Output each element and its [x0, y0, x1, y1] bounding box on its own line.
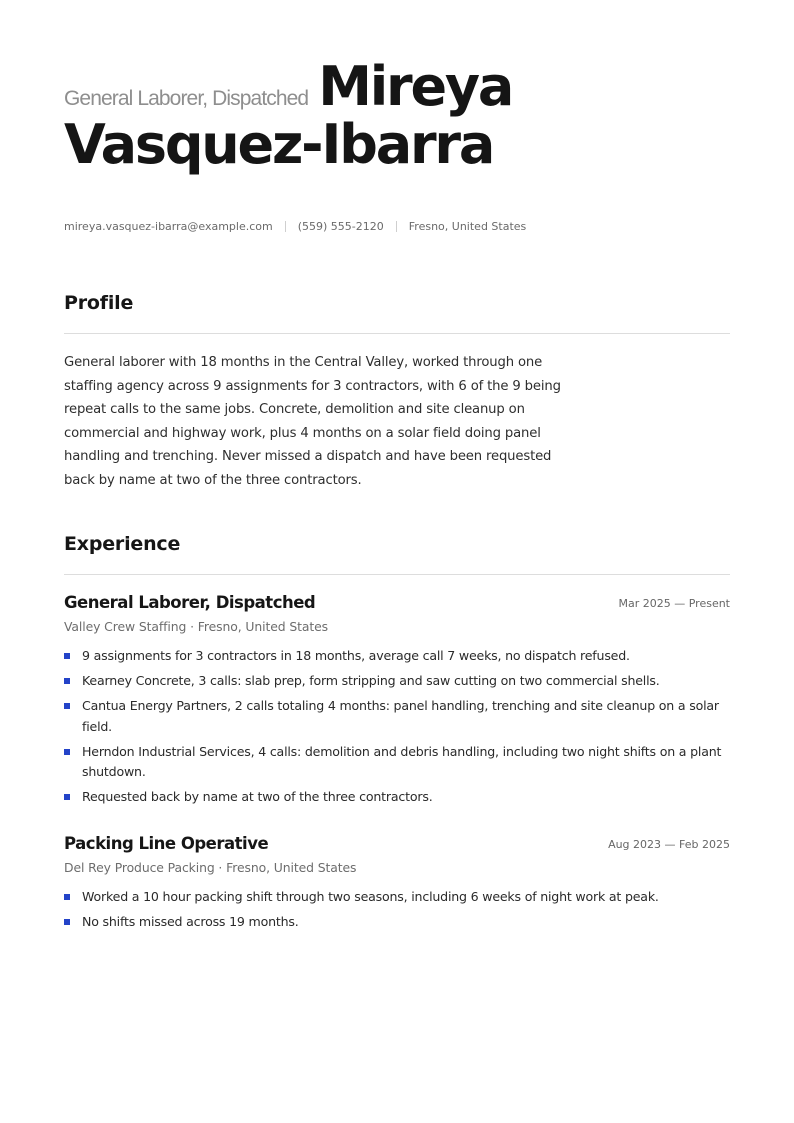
- bullet-square-icon: [64, 678, 70, 684]
- bullet-text: Cantua Energy Partners, 2 calls totaling 4 months: panel handling, trenching and site cleanup on a solar field.: [82, 698, 719, 734]
- experience-divider: [64, 574, 730, 575]
- bullet-item: [64, 742, 730, 783]
- contact-phone[interactable]: (559) 555-2120: [297, 220, 384, 233]
- entry-header: [64, 593, 730, 617]
- bullet-text: Kearney Concrete, 3 calls: slab prep, form stripping and saw cutting on two commercial shells.: [82, 673, 660, 688]
- bullet-item: [64, 887, 730, 908]
- experience-heading: Experience: [64, 533, 181, 555]
- bullet-square-icon: [64, 653, 70, 659]
- contact-line: [64, 220, 526, 233]
- contact-location: Fresno, United States: [408, 220, 527, 233]
- entry-dates: Mar 2025 — Present: [618, 597, 730, 610]
- experience-entry: [64, 834, 730, 937]
- bullet-text: Worked a 10 hour packing shift through two seasons, including 6 weeks of night work at peak.: [82, 889, 659, 904]
- entry-bullets: [64, 646, 730, 808]
- job-title: General Laborer, Dispatched: [64, 87, 309, 110]
- entry-company: Valley Crew Staffing · Fresno, United States: [64, 619, 329, 634]
- bullet-item: [64, 646, 730, 667]
- bullet-item: [64, 787, 730, 808]
- bullet-text: Requested back by name at two of the three contractors.: [82, 789, 433, 804]
- entry-bullets: [64, 887, 730, 933]
- bullet-text: 9 assignments for 3 contractors in 18 months, average call 7 weeks, no dispatch refused.: [82, 648, 630, 663]
- entry-dates: Aug 2023 — Feb 2025: [608, 838, 730, 851]
- bullet-square-icon: [64, 894, 70, 900]
- bullet-item: [64, 671, 730, 692]
- name-line: [64, 55, 624, 176]
- entry-company: Del Rey Produce Packing · Fresno, United States: [64, 860, 357, 875]
- entry-header: [64, 834, 730, 858]
- bullet-text: No shifts missed across 19 months.: [82, 914, 299, 929]
- bullet-square-icon: [64, 749, 70, 755]
- bullet-text: Herndon Industrial Services, 4 calls: demolition and debris handling, including two night shifts on a plant shutdown.: [82, 743, 722, 779]
- bullet-square-icon: [64, 703, 70, 709]
- last-name: Vasquez-Ibarra: [64, 113, 494, 176]
- entry-role: General Laborer, Dispatched: [64, 593, 316, 612]
- profile-heading: Profile: [64, 292, 134, 314]
- profile-summary: General laborer with 18 months in the Central Valley, worked through one staffing agency across 9 assignments for 3 contractors, with 6 of the 9 being repeat calls to the same jobs. Concrete, demolition and site cleanup on commercial and highway work, plus 4 months on a solar field doing panel handling and trenching. Never missed a dispatch and have been requested back by name at two of the three contractors.: [64, 355, 561, 488]
- experience-entry: [64, 593, 730, 812]
- contact-separator: [285, 221, 286, 232]
- bullet-square-icon: [64, 919, 70, 925]
- contact-email[interactable]: mireya.vasquez-ibarra@example.com: [64, 220, 273, 233]
- profile-divider: [64, 333, 730, 334]
- resume-header: [64, 55, 624, 176]
- bullet-item: [64, 912, 730, 933]
- first-name: Mireya: [318, 55, 513, 118]
- bullet-square-icon: [64, 794, 70, 800]
- bullet-item: [64, 696, 730, 737]
- entry-role: Packing Line Operative: [64, 834, 269, 853]
- contact-separator: [396, 221, 397, 232]
